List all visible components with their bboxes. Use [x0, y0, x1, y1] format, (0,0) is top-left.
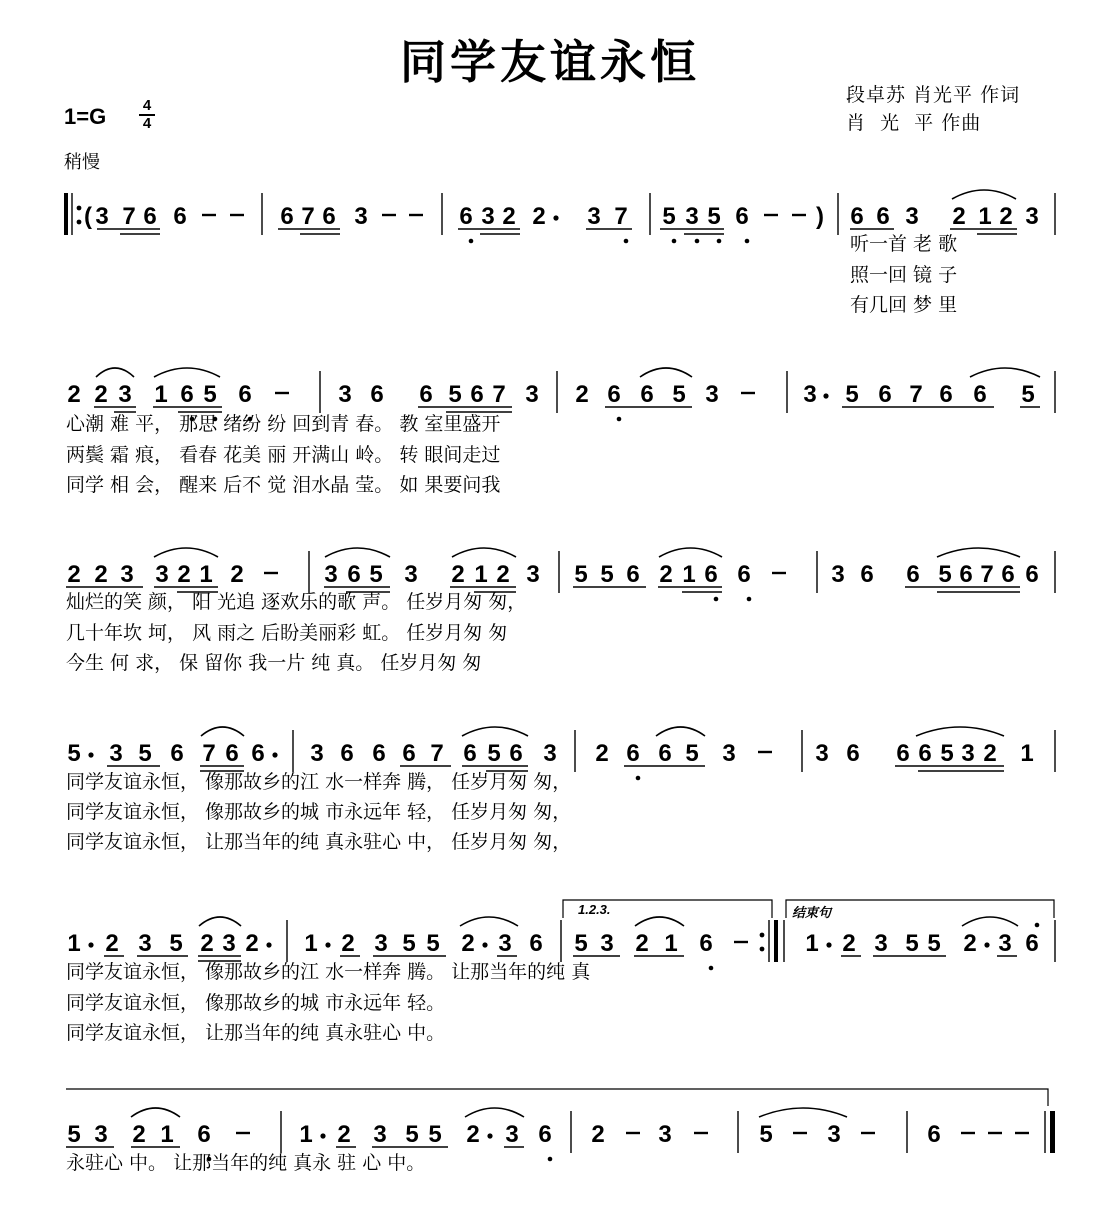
note-digit: 6: [658, 740, 672, 767]
note-digit: 6: [704, 561, 718, 588]
slur: [96, 368, 134, 377]
slur: [460, 917, 518, 926]
octave-dot-low: [636, 776, 641, 781]
lyric-line: 今生 何 求， 保 留你 我一片 纯 真。 任岁月匆 匆: [66, 652, 482, 674]
note-digit: 7: [122, 203, 136, 230]
lyric-line: 同学友谊永恒， 让那当年的纯 真永驻心 中， 任岁月匆 匆，: [66, 831, 572, 853]
note-digit: 3: [525, 381, 539, 408]
octave-dot-low: [695, 239, 700, 244]
note-digit: 3: [543, 740, 557, 767]
note-digit: 6: [173, 203, 187, 230]
note-digit: 5: [138, 740, 152, 767]
note-digit: 2: [842, 930, 856, 957]
tempo-marking: 稍慢: [64, 152, 100, 173]
slur: [154, 548, 218, 557]
lyric-line: 同学友谊永恒， 像那故乡的城 市永远年 轻， 任岁月匆 匆，: [66, 801, 572, 823]
note-digit: 6: [170, 740, 184, 767]
note-digit: 2: [177, 561, 191, 588]
note-digit: 3: [118, 381, 132, 408]
note-digit: 2: [983, 740, 997, 767]
slur: [659, 548, 722, 557]
octave-dot-low: [617, 417, 622, 422]
note-digit: 5: [905, 930, 919, 957]
slur: [640, 368, 692, 377]
note-digit: 3: [874, 930, 888, 957]
note-digit: 3: [95, 203, 109, 230]
note-digit: 6: [459, 203, 473, 230]
note-digit: 5: [600, 561, 614, 588]
note-digit: 3: [658, 1121, 672, 1148]
slur: [952, 190, 1016, 199]
note-digit: 6: [340, 740, 354, 767]
note-digit: 2: [496, 561, 510, 588]
note-digit: 3: [120, 561, 134, 588]
note-digit: 6: [850, 203, 864, 230]
octave-dot-low: [672, 239, 677, 244]
octave-dot-low: [717, 239, 722, 244]
final-barline-thick: [1050, 1111, 1055, 1153]
note-digit: 6: [626, 740, 640, 767]
note-digit: 3: [222, 930, 236, 957]
note-digit: 3: [685, 203, 699, 230]
note-digit: 5: [927, 930, 941, 957]
note-digit: 5: [940, 740, 954, 767]
augmentation-dot: [984, 942, 989, 947]
note-digit: 5: [845, 381, 859, 408]
note-digit: 6: [470, 381, 484, 408]
note-digit: 5: [1021, 381, 1035, 408]
note-digit: 2: [575, 381, 589, 408]
note-digit: 3: [526, 561, 540, 588]
note-digit: 1: [67, 930, 81, 957]
note-digit: 2: [635, 930, 649, 957]
octave-dot-low: [624, 239, 629, 244]
note-digit: 1: [304, 930, 318, 957]
note-digit: 3: [815, 740, 829, 767]
augmentation-dot: [266, 942, 271, 947]
note-digit: 6: [370, 381, 384, 408]
note-digit: 6: [238, 381, 252, 408]
note-digit: 7: [430, 740, 444, 767]
note-digit: 3: [354, 203, 368, 230]
note-digit: 3: [1025, 203, 1039, 230]
time-signature-top: 4: [139, 98, 155, 116]
note-digit: 3: [109, 740, 123, 767]
note-digit: 6: [1001, 561, 1015, 588]
lyric-line: 同学友谊永恒， 像那故乡的江 水一样奔 腾。 让那当年的纯 真: [66, 961, 591, 983]
note-digit: 3: [94, 1121, 108, 1148]
note-digit: 6: [927, 1121, 941, 1148]
octave-dot-low: [548, 1157, 553, 1162]
coda-ending-label: 结束句: [792, 905, 832, 920]
note-digit: 3: [587, 203, 601, 230]
note-digit: 6: [939, 381, 953, 408]
note-digit: 3: [481, 203, 495, 230]
augmentation-dot: [88, 942, 93, 947]
note-digit: 6: [1025, 561, 1039, 588]
paren: ): [816, 203, 824, 230]
note-digit: 5: [672, 381, 686, 408]
note-digit: 6: [737, 561, 751, 588]
repeat-dot: [760, 933, 765, 938]
lyric-line: 灿烂的笑 颜， 阳 光追 逐欢乐的歌 声。 任岁月匆 匆，: [66, 591, 527, 613]
note-digit: 5: [662, 203, 676, 230]
note-digit: 6: [322, 203, 336, 230]
note-digit: 2: [595, 740, 609, 767]
note-digit: 6: [607, 381, 621, 408]
octave-dot-low: [709, 966, 714, 971]
note-digit: 5: [203, 381, 217, 408]
lyric-line: 几十年坎 坷， 风 雨之 后盼美丽彩 虹。 任岁月匆 匆: [66, 622, 508, 644]
lyric-line: 同学友谊永恒， 像那故乡的江 水一样奔 腾， 任岁月匆 匆，: [66, 771, 572, 793]
note-digit: 3: [961, 740, 975, 767]
note-digit: 1: [154, 381, 168, 408]
repeat-end-thick: [774, 920, 778, 962]
note-digit: 5: [428, 1121, 442, 1148]
note-digit: 6: [973, 381, 987, 408]
note-digit: 2: [67, 561, 81, 588]
note-digit: 2: [132, 1121, 146, 1148]
note-digit: 3: [155, 561, 169, 588]
note-digit: 7: [492, 381, 506, 408]
note-digit: 1: [1020, 740, 1034, 767]
augmentation-dot: [320, 1133, 325, 1138]
time-signature-bottom: 4: [142, 115, 152, 132]
note-digit: 3: [998, 930, 1012, 957]
note-digit: 2: [200, 930, 214, 957]
note-digit: 6: [918, 740, 932, 767]
slur: [325, 548, 390, 557]
note-digit: 6: [846, 740, 860, 767]
augmentation-dot: [823, 393, 828, 398]
note-digit: 2: [245, 930, 259, 957]
note-digit: 3: [338, 381, 352, 408]
note-digit: 5: [426, 930, 440, 957]
note-digit: 6: [860, 561, 874, 588]
note-digit: 3: [324, 561, 338, 588]
slur: [154, 368, 220, 377]
note-digit: 6: [419, 381, 433, 408]
slur: [970, 368, 1040, 377]
note-digit: 2: [105, 930, 119, 957]
note-digit: 6: [372, 740, 386, 767]
note-digit: 5: [67, 740, 81, 767]
note-digit: 3: [404, 561, 418, 588]
note-digit: 3: [374, 930, 388, 957]
note-digit: 6: [143, 203, 157, 230]
note-digit: 6: [225, 740, 239, 767]
note-digit: 7: [909, 381, 923, 408]
note-digit: 2: [466, 1121, 480, 1148]
note-digit: 7: [301, 203, 315, 230]
augmentation-dot: [325, 942, 330, 947]
note-digit: 5: [759, 1121, 773, 1148]
octave-dot-high: [1035, 923, 1040, 928]
slur: [937, 548, 1020, 557]
slur: [462, 727, 528, 736]
note-digit: 5: [685, 740, 699, 767]
lyric-line: 永驻心 中。 让那当年的纯 真永 驻 心 中。: [66, 1152, 426, 1174]
augmentation-dot: [272, 752, 277, 757]
note-digit: 2: [532, 203, 546, 230]
slur: [131, 1108, 180, 1117]
key-signature: 1=G: [64, 104, 107, 129]
slur: [452, 548, 516, 557]
note-digit: 1: [160, 1121, 174, 1148]
slur: [759, 1108, 847, 1117]
note-digit: 1: [805, 930, 819, 957]
note-digit: 6: [509, 740, 523, 767]
note-digit: 3: [600, 930, 614, 957]
note-digit: 5: [707, 203, 721, 230]
note-digit: 1: [299, 1121, 313, 1148]
note-digit: 6: [529, 930, 543, 957]
note-digit: 5: [67, 1121, 81, 1148]
slur: [656, 727, 705, 736]
lyric-line: 有几回 梦 里: [850, 294, 958, 316]
note-digit: 6: [347, 561, 361, 588]
note-digit: 2: [659, 561, 673, 588]
note-digit: 6: [280, 203, 294, 230]
augmentation-dot: [553, 215, 558, 220]
note-digit: 2: [952, 203, 966, 230]
song-title: 同学友谊永恒: [400, 35, 700, 89]
slur: [465, 1108, 524, 1117]
lyric-line: 照一回 镜 子: [850, 264, 958, 286]
slur: [635, 917, 684, 926]
slur: [962, 917, 1018, 926]
note-digit: 5: [487, 740, 501, 767]
lyric-line: 同学 相 会， 醒来 后不 觉 泪水晶 莹。 如 果要问我: [66, 474, 501, 496]
note-digit: 6: [896, 740, 910, 767]
first-ending-bracket: [563, 900, 772, 918]
continuation-bracket: [66, 1089, 1048, 1106]
note-digit: 5: [574, 561, 588, 588]
augmentation-dot: [826, 942, 831, 947]
note-digit: 3: [905, 203, 919, 230]
note-digit: 2: [963, 930, 977, 957]
paren: (: [84, 203, 92, 230]
composer-credit: 肖 光 平 作曲: [846, 112, 982, 134]
note-digit: 3: [705, 381, 719, 408]
note-digit: 6: [906, 561, 920, 588]
note-digit: 3: [505, 1121, 519, 1148]
octave-dot-low: [745, 239, 750, 244]
note-digit: 6: [699, 930, 713, 957]
note-digit: 2: [341, 930, 355, 957]
lyric-line: 心潮 难 平， 那思 绪纷 纷 回到青 春。 教 室里盛开: [66, 413, 501, 435]
note-digit: 7: [202, 740, 216, 767]
note-digit: 6: [626, 561, 640, 588]
slur: [201, 727, 244, 736]
note-digit: 6: [463, 740, 477, 767]
note-digit: 5: [448, 381, 462, 408]
note-digit: 1: [978, 203, 992, 230]
note-digit: 6: [251, 740, 265, 767]
note-digit: 6: [878, 381, 892, 408]
note-digit: 3: [722, 740, 736, 767]
note-digit: 3: [498, 930, 512, 957]
note-digit: 2: [999, 203, 1013, 230]
augmentation-dot: [482, 942, 487, 947]
repeat-dot: [760, 947, 765, 952]
note-digit: 5: [369, 561, 383, 588]
note-digit: 6: [735, 203, 749, 230]
octave-dot-low: [714, 597, 719, 602]
lyric-line: 两鬓 霜 痕， 看春 花美 丽 开满山 岭。 转 眼间走过: [66, 444, 501, 466]
note-digit: 5: [574, 930, 588, 957]
first-ending-label: 1.2.3.: [578, 902, 611, 917]
note-digit: 6: [876, 203, 890, 230]
note-digit: 6: [402, 740, 416, 767]
note-digit: 6: [959, 561, 973, 588]
octave-dot-low: [469, 239, 474, 244]
note-digit: 2: [451, 561, 465, 588]
coda-ending-bracket: [786, 900, 1054, 918]
note-digit: 5: [402, 930, 416, 957]
augmentation-dot: [487, 1133, 492, 1138]
note-digit: 2: [67, 381, 81, 408]
note-digit: 2: [94, 381, 108, 408]
note-digit: 2: [461, 930, 475, 957]
note-digit: 3: [373, 1121, 387, 1148]
note-digit: 2: [502, 203, 516, 230]
repeat-start-thick: [64, 193, 68, 235]
lyric-line: 同学友谊永恒， 让那当年的纯 真永驻心 中。: [66, 1022, 446, 1044]
repeat-dot: [77, 206, 82, 211]
note-digit: 3: [310, 740, 324, 767]
slur: [916, 727, 1004, 736]
note-digit: 1: [474, 561, 488, 588]
note-digit: 5: [938, 561, 952, 588]
note-digit: 6: [538, 1121, 552, 1148]
lyric-line: 听一首 老 歌: [850, 233, 958, 255]
note-digit: 3: [803, 381, 817, 408]
lyric-line: 同学友谊永恒， 像那故乡的城 市永远年 轻。: [66, 992, 446, 1014]
note-digit: 2: [591, 1121, 605, 1148]
note-digit: 5: [169, 930, 183, 957]
note-digit: 3: [831, 561, 845, 588]
note-digit: 5: [405, 1121, 419, 1148]
lyricist-credit: 段卓苏 肖光平 作词: [846, 84, 1021, 106]
note-digit: 1: [664, 930, 678, 957]
note-digit: 6: [1025, 930, 1039, 957]
note-digit: 6: [180, 381, 194, 408]
note-digit: 1: [682, 561, 696, 588]
note-digit: 2: [337, 1121, 351, 1148]
note-digit: 7: [980, 561, 994, 588]
note-digit: 2: [230, 561, 244, 588]
slur: [199, 917, 241, 926]
note-digit: 3: [827, 1121, 841, 1148]
augmentation-dot: [88, 752, 93, 757]
note-digit: 3: [138, 930, 152, 957]
note-digit: 2: [94, 561, 108, 588]
note-digit: 6: [640, 381, 654, 408]
note-digit: 6: [197, 1121, 211, 1148]
repeat-dot: [77, 220, 82, 225]
note-digit: 7: [614, 203, 628, 230]
note-digit: 1: [199, 561, 213, 588]
octave-dot-low: [747, 597, 752, 602]
